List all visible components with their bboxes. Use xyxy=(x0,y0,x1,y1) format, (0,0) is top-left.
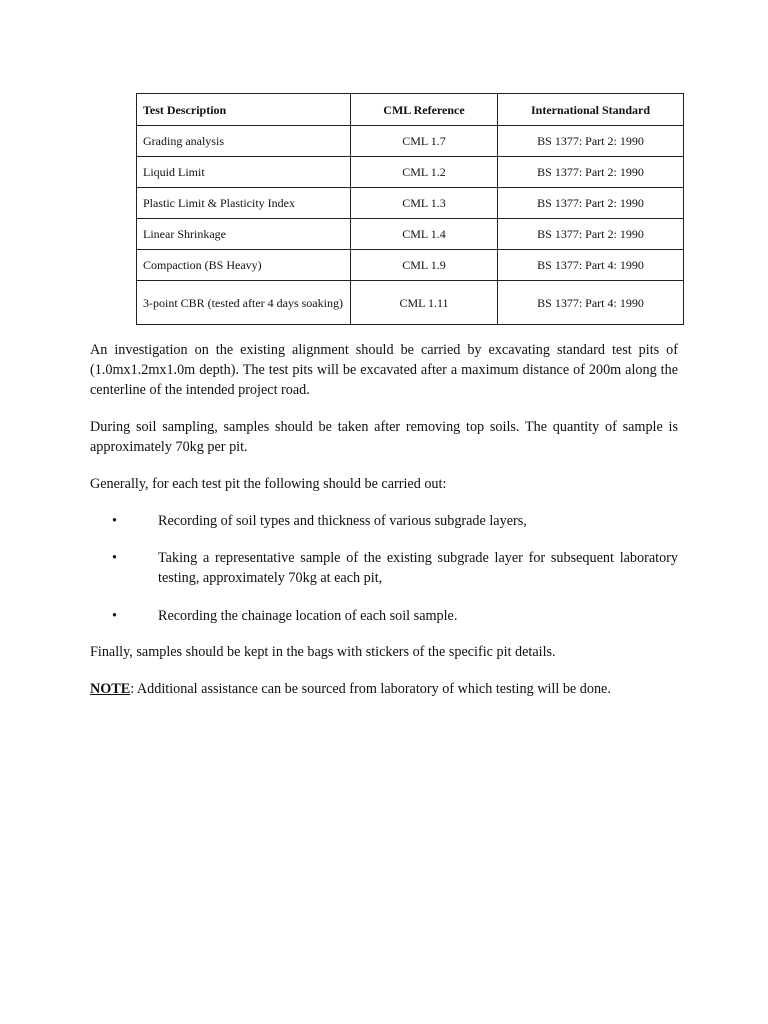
cell-cml: CML 1.9 xyxy=(351,250,498,281)
list-item-text: Taking a representative sample of the existing subgrade layer for subsequent laboratory testing, approximately 70kg at each pit, xyxy=(158,550,678,586)
list-item xyxy=(90,606,678,626)
cell-description: Linear Shrinkage xyxy=(137,219,351,250)
cell-cml: CML 1.4 xyxy=(351,219,498,250)
cell-standard: BS 1377: Part 2: 1990 xyxy=(498,157,684,188)
cell-standard: BS 1377: Part 2: 1990 xyxy=(498,188,684,219)
cell-standard: BS 1377: Part 4: 1990 xyxy=(498,281,684,325)
cell-cml: CML 1.7 xyxy=(351,126,498,157)
table-row xyxy=(137,126,684,157)
cell-standard: BS 1377: Part 2: 1990 xyxy=(498,126,684,157)
cell-standard: BS 1377: Part 2: 1990 xyxy=(498,219,684,250)
table-row xyxy=(137,157,684,188)
table-row xyxy=(137,281,684,325)
note-label: NOTE xyxy=(90,681,131,697)
header-cml-reference: CML Reference xyxy=(351,94,498,126)
list-item xyxy=(90,511,678,531)
cell-description: Liquid Limit xyxy=(137,157,351,188)
cell-cml: CML 1.3 xyxy=(351,188,498,219)
table-row xyxy=(137,219,684,250)
note-text: : Additional assistance can be sourced from laboratory of which testing will be done. xyxy=(130,681,611,697)
header-international-standard: International Standard xyxy=(498,94,684,126)
generally-paragraph: Generally, for each test pit the following should be carried out: xyxy=(90,476,447,492)
list-item xyxy=(90,548,678,588)
note-paragraph xyxy=(90,679,678,699)
cell-description: Plastic Limit & Plasticity Index xyxy=(137,188,351,219)
cell-cml: CML 1.11 xyxy=(351,281,498,325)
test-standards-table xyxy=(136,93,684,325)
investigation-paragraph: An investigation on the existing alignment should be carried by excavating standard test pits of (1.0mx1.2mx1.0m depth). The test pits will be excavated after a maximum distance of 200m along the centerline of the intended project road. xyxy=(90,342,678,398)
cell-standard: BS 1377: Part 4: 1990 xyxy=(498,250,684,281)
list-item-text: Recording the chainage location of each soil sample. xyxy=(158,608,458,624)
bullet-icon: • xyxy=(112,550,117,566)
bullet-icon: • xyxy=(112,608,117,624)
list-item-text: Recording of soil types and thickness of various subgrade layers, xyxy=(158,513,527,529)
table-row xyxy=(137,188,684,219)
table-row xyxy=(137,250,684,281)
cell-description: 3-point CBR (tested after 4 days soaking) xyxy=(137,281,351,325)
table-header-row xyxy=(137,94,684,126)
header-test-description: Test Description xyxy=(137,94,351,126)
cell-description: Grading analysis xyxy=(137,126,351,157)
cell-description: Compaction (BS Heavy) xyxy=(137,250,351,281)
cell-cml: CML 1.2 xyxy=(351,157,498,188)
bullet-icon: • xyxy=(112,513,117,529)
sampling-paragraph: During soil sampling, samples should be taken after removing top soils. The quantity of sample is approximately 70kg per pit. xyxy=(90,419,678,455)
finally-paragraph: Finally, samples should be kept in the bags with stickers of the specific pit details. xyxy=(90,644,556,660)
